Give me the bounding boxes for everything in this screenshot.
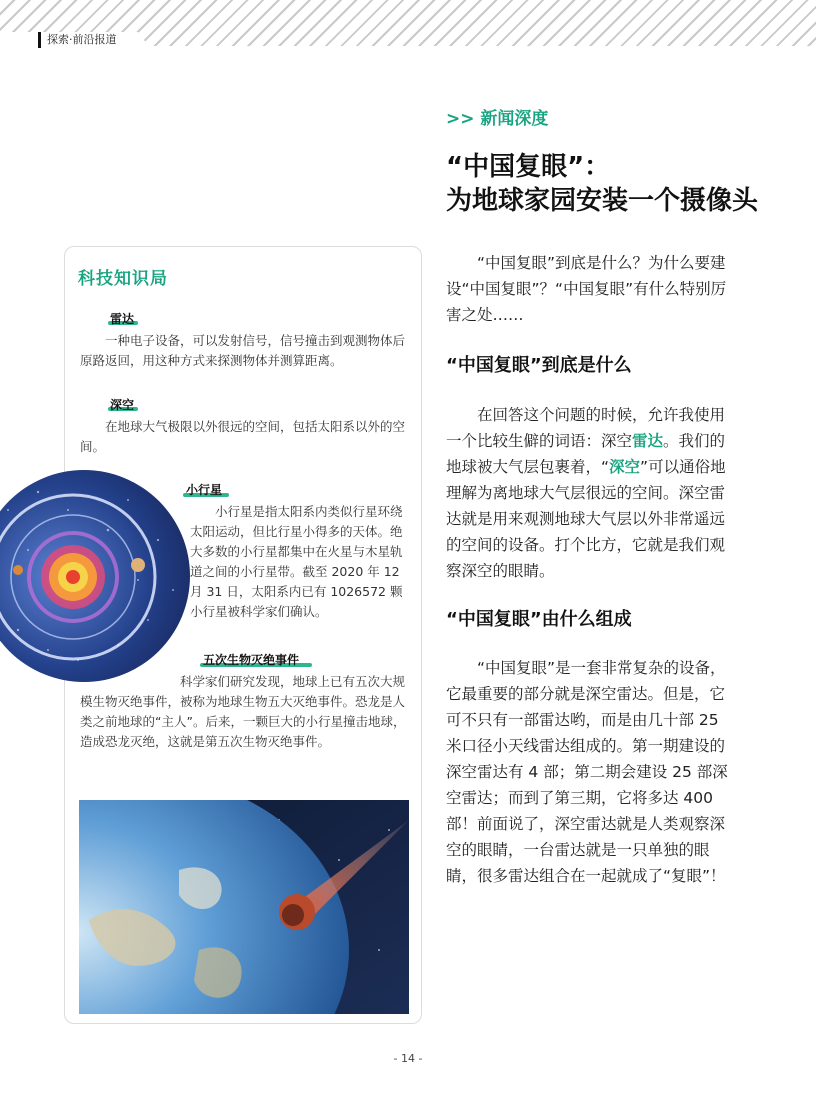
term-asteroid: 小行星: [186, 483, 223, 497]
article-headline: [446, 150, 758, 218]
page-number: - 14 -: [393, 1052, 423, 1065]
term-deep-space: 深空: [110, 398, 135, 412]
section-heading-what: “中国复眼”到底是什么: [446, 355, 632, 376]
definition-text: 小行星是指太阳系内类似行星环绕太阳运动，但比行星小得多的天体。绝大多数的小行星都集中在火星与木星轨道之间的小行星带。截至 2020 年 12 月 31 日，太阳系内已有 1026572 颗小行星被科学家们确认。: [190, 504, 403, 619]
article-intro: [446, 250, 738, 328]
definition-text: 一种电子设备，可以发射信号，信号撞击到观测物体后原路返回，用这种方式来探测物体并测算距离。: [80, 333, 406, 368]
asteroid-impact-art: [79, 800, 409, 1014]
section-heading-components: “中国复眼”由什么组成: [446, 609, 632, 630]
definition-mass-extinction: [80, 672, 408, 752]
sidebar-title: 科技知识局: [78, 269, 168, 289]
definition-deep-space: [80, 417, 408, 457]
term-mass-extinction: 五次生物灭绝事件: [203, 653, 300, 667]
headline-line-2: 为地球家园安装一个摄像头: [446, 186, 759, 216]
text-run: 在回答这个问题的时候，允许我使用一个比较生僻的词语：深空: [446, 406, 726, 450]
section-what-paragraph: [446, 402, 738, 584]
definition-radar: [80, 331, 408, 371]
headline-line-1: “中国复眼”：: [446, 152, 611, 182]
section-label: 探索·前沿报道: [38, 32, 123, 48]
definition-asteroid: [190, 502, 408, 622]
text-run: 。我们的地球被大气层包裹着，“: [446, 432, 726, 476]
definition-text: 科学家们研究发现，地球上已有五次大规模生物灭绝事件，被称为地球生物五大灭绝事件。恐龙是人类之前地球的“主人”。后来，一颗巨大的小行星撞击地球，造成恐龙灭绝，这就是第五次生物灭绝事件。: [80, 674, 406, 749]
intro-paragraph: “中国复眼”到底是什么？为什么要建设“中国复眼”？“中国复眼”有什么特别厉害之处……: [446, 254, 727, 324]
definition-text: 在地球大气极限以外很远的空间，包括太阳系以外的空间。: [80, 419, 406, 454]
article-kicker: >> 新闻深度: [446, 109, 549, 129]
highlight-radar: 雷达: [632, 432, 664, 450]
term-radar: 雷达: [110, 312, 135, 326]
asteroid-impact-illustration: [79, 800, 409, 1014]
text-run: ”可以通俗地理解为离地球大气层很远的空间。深空雷达就是用来观测地球大气层以外非常遥远的空间的设备。打个比方，它就是我们观察深空的眼睛。: [446, 458, 726, 580]
highlight-deep-space: 深空: [609, 458, 641, 476]
section-body-components: [446, 655, 738, 889]
section-components-paragraph: “中国复眼”是一套非常复杂的设备，它最重要的部分就是深空雷达。但是，它可不只有一部雷达哟，而是由几十部 25 米口径小天线雷达组成的。第一期建设的深空雷达有 4 部；第二期会建设 25 部深空雷达；而到了第三期，它将多达 400 部！前面说了，深空雷达就是人类观察深空的眼睛，一台雷达就是一只单独的眼睛，很多雷达组合在一起就成了“复眼”！: [446, 659, 728, 885]
section-body-what: [446, 402, 738, 584]
